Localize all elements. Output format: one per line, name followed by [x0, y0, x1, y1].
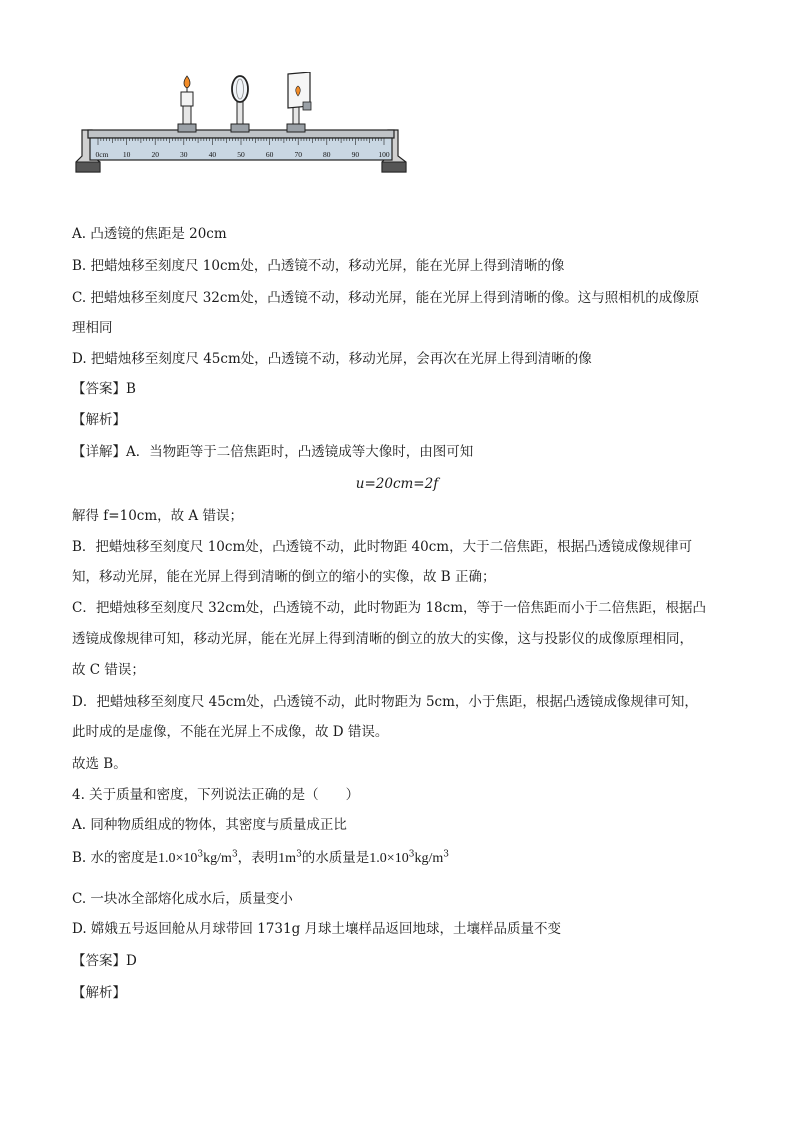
q3-detail-line-6: C．把蜡烛移至刻度尺 32cm处，凸透镜不动，此时物距为 18cm，等于一倍焦距而小于二倍焦距，根据凸: [72, 600, 706, 616]
ruler-label: 30: [180, 150, 188, 159]
q4-option-b-unit-3: kg/m: [414, 851, 444, 866]
q4-option-b-exp-1: 3: [197, 849, 204, 860]
q3-detail-line-9: D．把蜡烛移至刻度尺 45cm处，凸透镜不动，此时物距为 5cm，小于焦距，根据凸透镜成像规律可知，: [72, 694, 698, 710]
ruler-label: 80: [323, 150, 331, 159]
q3-equation: u=20cm=2f: [355, 476, 439, 492]
q3-option-c-cont: 理相同: [72, 320, 113, 336]
ruler-label: 60: [265, 150, 274, 159]
ruler-label: 40: [208, 150, 217, 159]
q4-stem: 4. 关于质量和密度，下列说法正确的是（ ）: [72, 787, 360, 803]
q4-option-c: C. 一块冰全部熔化成水后，质量变小: [72, 891, 293, 907]
q4-option-b-unit-1: kg/m: [203, 851, 232, 866]
q4-answer: 【答案】D: [72, 953, 137, 969]
q4-option-b-prefix: B. 水的密度是: [72, 850, 159, 866]
convex-lens: [231, 76, 249, 132]
q4-option-b-unit-exp-3: 3: [443, 849, 449, 860]
q3-analysis-label: 【解析】: [72, 412, 126, 428]
q3-detail-line-7: 透镜成像规律可知，移动光屏，能在光屏上得到清晰的倒立的放大的实像，这与投影仪的成像原理相同，: [72, 631, 693, 647]
q3-detail-line-3: 解得 f=10cm，故 A 错误；: [72, 508, 243, 524]
ruler-label: 90: [351, 150, 360, 159]
q4-analysis-label: 【解析】: [72, 985, 126, 1001]
q3-option-b: B. 把蜡烛移至刻度尺 10cm处，凸透镜不动，移动光屏，能在光屏上得到清晰的像: [72, 258, 565, 274]
q4-option-b-exp-3: 3: [408, 849, 415, 860]
ruler-label: 70: [294, 150, 302, 159]
light-screen: [287, 72, 311, 132]
q4-option-b-value-2: 1m: [278, 851, 297, 866]
q3-detail-line-10: 此时成的是虚像，不能在光屏上不成像，故 D 错误。: [72, 724, 389, 740]
q3-detail-line-5: 知，移动光屏，能在光屏上得到清晰的倒立的缩小的实像，故 B 正确；: [72, 569, 496, 585]
q3-detail-line-4: B．把蜡烛移至刻度尺 10cm处，凸透镜不动，此时物距 40cm，大于二倍焦距，根据凸透镜成像规律可: [72, 539, 693, 555]
optical-bench-figure: [74, 72, 414, 178]
q4-option-b-exp-2: 3: [296, 849, 302, 860]
q4-option-b-mid-2: 的水质量是: [301, 850, 370, 866]
q3-option-d: D. 把蜡烛移至刻度尺 45cm处，凸透镜不动，移动光屏，会再次在光屏上得到清晰的像: [72, 351, 592, 367]
q3-answer: 【答案】B: [72, 381, 136, 397]
ruler-label: 20: [151, 150, 159, 159]
ruler-label: 0cm: [95, 150, 109, 159]
ruler-label: 10: [122, 150, 131, 159]
q3-option-c: C. 把蜡烛移至刻度尺 32cm处，凸透镜不动，移动光屏，能在光屏上得到清晰的像。这与照相机的成像原: [72, 290, 700, 306]
q4-option-b-unit-exp-1: 3: [231, 849, 238, 860]
q4-option-b: [72, 848, 449, 869]
ruler-label: 100: [378, 150, 390, 159]
q3-detail-line-8: 故 C 错误；: [72, 662, 145, 678]
q3-option-a: A. 凸透镜的焦距是 20cm: [72, 226, 227, 242]
q4-option-b-mid: ，表明: [237, 850, 279, 866]
q4-option-b-value-1: 1.0×10: [158, 851, 198, 866]
q3-detail-line-1: 【详解】A．当物距等于二倍焦距时，凸透镜成等大像时，由图可知: [72, 444, 474, 460]
ruler-label: 50: [237, 150, 245, 159]
q4-option-d: D. 嫦娥五号返回舱从月球带回 1731g 月球土壤样品返回地球，土壤样品质量不变: [72, 921, 562, 937]
candle: [178, 76, 196, 132]
q3-conclusion: 故选 B。: [72, 756, 127, 772]
q4-option-a: A. 同种物质组成的物体，其密度与质量成正比: [72, 817, 347, 833]
q4-option-b-value-3: 1.0×10: [369, 851, 409, 866]
